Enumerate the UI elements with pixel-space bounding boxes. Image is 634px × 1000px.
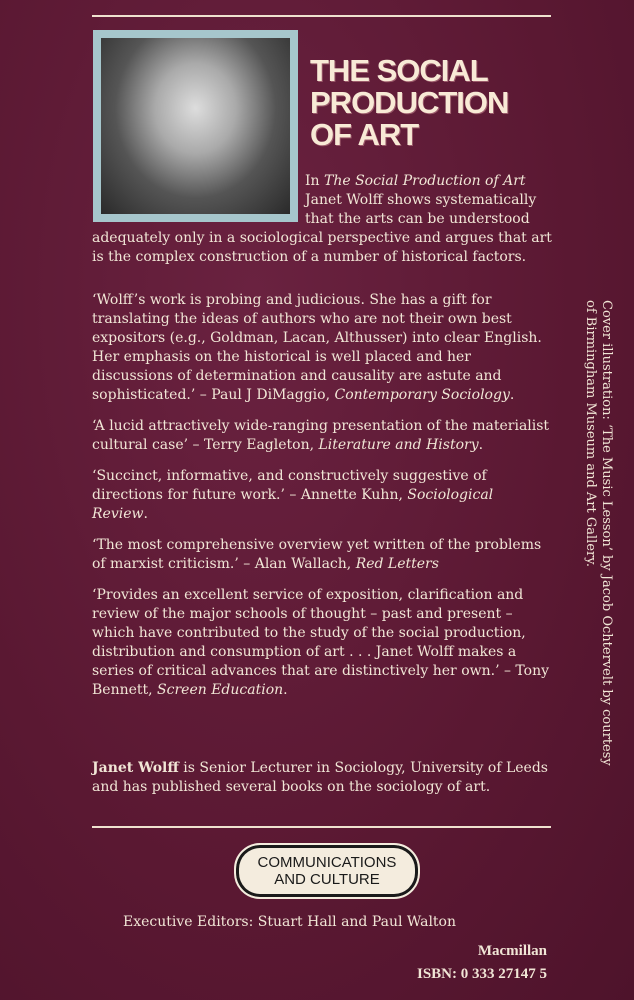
review-quotes <box>92 291 552 712</box>
series-line-2: AND CULTURE <box>274 871 380 888</box>
author-name: Janet Wolff <box>92 760 179 776</box>
intro-book-title: The Social Production of Art <box>324 173 526 189</box>
isbn: ISBN: 0 333 27147 5 <box>416 966 547 982</box>
intro-pre: In <box>305 173 324 189</box>
top-rule <box>92 15 551 17</box>
review-quote: ‘Provides an excellent service of exposition, clarification and review of the major schools of thought – past and present – which have contributed to the study of the social production, distribution and consumption of art . . . Janet Wolff makes a series of critical advances that are distinctively her own.’ – Tony Bennett, Screen Education. <box>92 587 550 698</box>
cover-illustration-credit: Cover illustration: ‘The Music Lesson’ by Jacob Ochtervelt by courtesy of Birmingham Museum and Art Gallery. <box>583 300 614 766</box>
title-line-3: OF ART <box>310 117 419 152</box>
intro-rest: Janet Wolff shows systematically that the arts can be understood adequately only in a sociological perspective and argues that art is the complex construction of a number of historical factors. <box>92 192 552 265</box>
review-quote: ‘Succinct, informative, and constructively suggestive of directions for future work.’ – Annette Kuhn, Sociological Review. <box>92 468 494 522</box>
series-line-1: COMMUNICATIONS <box>257 854 397 871</box>
book-title <box>310 55 550 151</box>
title-line-2: PRODUCTION <box>310 85 509 120</box>
publisher-block <box>417 940 547 986</box>
publisher-name: Macmillan <box>477 943 547 959</box>
author-bio <box>92 759 552 809</box>
bottom-rule <box>92 826 551 828</box>
intro-paragraph <box>92 172 552 267</box>
series-logo <box>234 843 420 899</box>
review-quote: ‘The most comprehensive overview yet written of the problems of marxist criticism.’ – Alan Wallach, Red Letters <box>92 537 542 572</box>
review-quote: ‘Wolff’s work is probing and judicious. She has a gift for translating the ideas of authors who are not their own best expositors (e.g., Goldman, Lacan, Althusser) into clear English. Her emphasis on the historical is well placed and her discussions of determination and causality are astute and sophisticated.’ – Paul J DiMaggio, Contemporary Sociology. <box>92 292 542 403</box>
review-quote: ‘A lucid attractively wide-ranging presentation of the materialist cultural case’ – Terry Eagleton, Literature and History. <box>92 418 550 453</box>
title-line-1: THE SOCIAL <box>310 53 488 88</box>
bio-text: is Senior Lecturer in Sociology, University of Leeds and has published several books on the sociology of art. <box>92 760 548 795</box>
executive-editors: Executive Editors: Stuart Hall and Paul Walton <box>123 914 456 930</box>
